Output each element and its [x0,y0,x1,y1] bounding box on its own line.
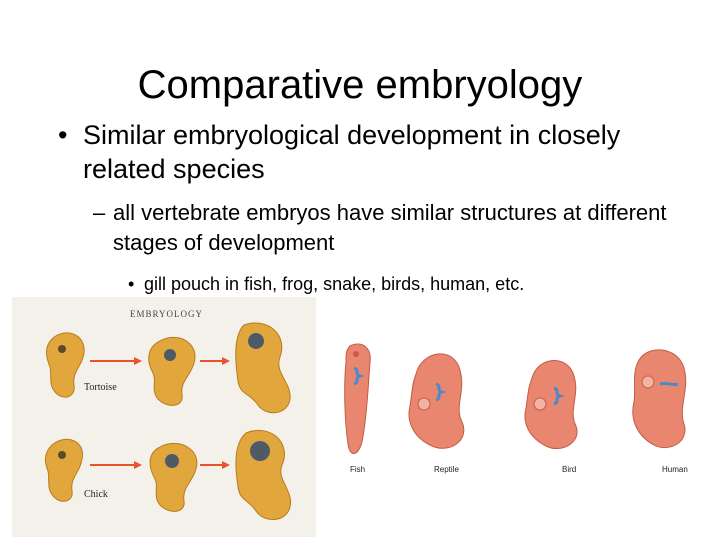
bullet-text: Similar embryological development in closely related species [83,120,621,184]
bullet-marker: – [93,200,106,225]
embryo-human [633,350,686,448]
figure-heading: EMBRYOLOGY [130,309,204,319]
embryology-figure-right [332,332,712,498]
label-reptile: Reptile [434,465,459,474]
slide-title: Comparative embryology [137,63,583,107]
bullet-marker: • [58,120,68,150]
embryology-figure-left [12,297,316,537]
label-bird: Bird [562,465,577,474]
label-fish: Fish [350,465,366,474]
bullet-text: all vertebrate embryos have similar structures at different stages of development [113,200,667,255]
label-chick: Chick [84,489,108,500]
bullet-marker: • [128,274,135,294]
bullet-text: gill pouch in fish, frog, snake, birds, human, etc. [144,274,525,294]
label-human: Human [662,465,688,474]
label-tortoise: Tortoise [84,382,117,393]
